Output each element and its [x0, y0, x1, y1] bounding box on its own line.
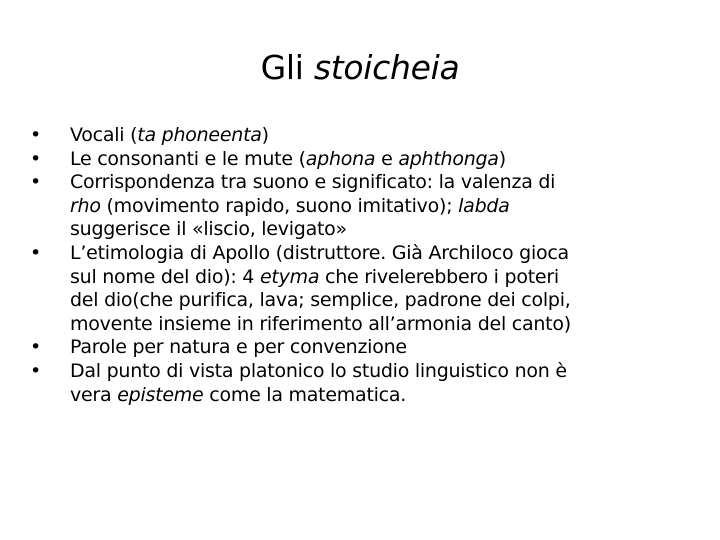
- bullet-item: [30, 171, 690, 242]
- text-line: [70, 313, 690, 337]
- bullet-icon: •: [30, 359, 41, 382]
- text-segment: Corrispondenza tra suono e significato: la valenza di: [70, 171, 556, 194]
- text-line: [70, 266, 690, 290]
- text-segment: ): [498, 147, 506, 170]
- text-line: [70, 124, 690, 148]
- italic-text: aphona: [305, 147, 376, 170]
- text-segment: vera: [70, 383, 118, 406]
- bullet-item: [30, 360, 690, 407]
- text-segment: sul nome del dio): 4: [70, 265, 260, 288]
- title-italic-text: stoicheia: [313, 48, 460, 87]
- slide-title: [0, 44, 720, 92]
- italic-text: episteme: [117, 383, 204, 406]
- text-line: [70, 218, 690, 242]
- bullet-item: [30, 148, 690, 172]
- text-line: [70, 289, 690, 313]
- text-segment: Parole per natura e per convenzione: [70, 336, 407, 359]
- text-line: [70, 336, 690, 360]
- text-segment: ): [261, 124, 269, 146]
- italic-text: ta phoneenta: [137, 124, 262, 146]
- text-line: [70, 195, 690, 219]
- text-segment: L’etimologia di Apollo (distruttore. Già Archiloco gioca: [70, 241, 569, 264]
- italic-text: aphthonga: [398, 147, 499, 170]
- italic-text: labda: [458, 194, 510, 217]
- text-line: [70, 360, 690, 384]
- text-segment: (movimento rapido, suono imitativo);: [100, 194, 459, 217]
- text-segment: che rivelerebbero i poteri: [319, 265, 559, 288]
- text-segment: suggerisce il «liscio, levigato»: [70, 218, 347, 241]
- text-segment: e: [375, 147, 399, 170]
- bullet-icon: •: [30, 147, 41, 170]
- text-line: [70, 171, 690, 195]
- title-normal-text: Gli: [260, 48, 314, 87]
- italic-text: etyma: [259, 265, 320, 288]
- bullet-item: [30, 242, 690, 336]
- text-segment: del dio(che purifica, lava; semplice, padrone dei colpi,: [70, 289, 571, 312]
- text-segment: Vocali (: [70, 124, 138, 146]
- text-line: [70, 148, 690, 172]
- bullet-icon: •: [30, 241, 41, 264]
- text-line: [70, 242, 690, 266]
- italic-text: rho: [70, 194, 101, 217]
- bullet-icon: •: [30, 171, 41, 194]
- text-segment: movente insieme in riferimento all’armonia del canto): [70, 312, 571, 335]
- bullet-icon: •: [30, 336, 41, 359]
- text-line: [70, 384, 690, 408]
- text-segment: Dal punto di vista platonico lo studio linguistico non è: [70, 359, 567, 382]
- bullet-item: [30, 336, 690, 360]
- bullet-list: [30, 124, 690, 407]
- text-segment: Le consonanti e le mute (: [70, 147, 306, 170]
- bullet-icon: •: [30, 124, 41, 146]
- text-segment: come la matematica.: [203, 383, 407, 406]
- bullet-item: [30, 124, 690, 148]
